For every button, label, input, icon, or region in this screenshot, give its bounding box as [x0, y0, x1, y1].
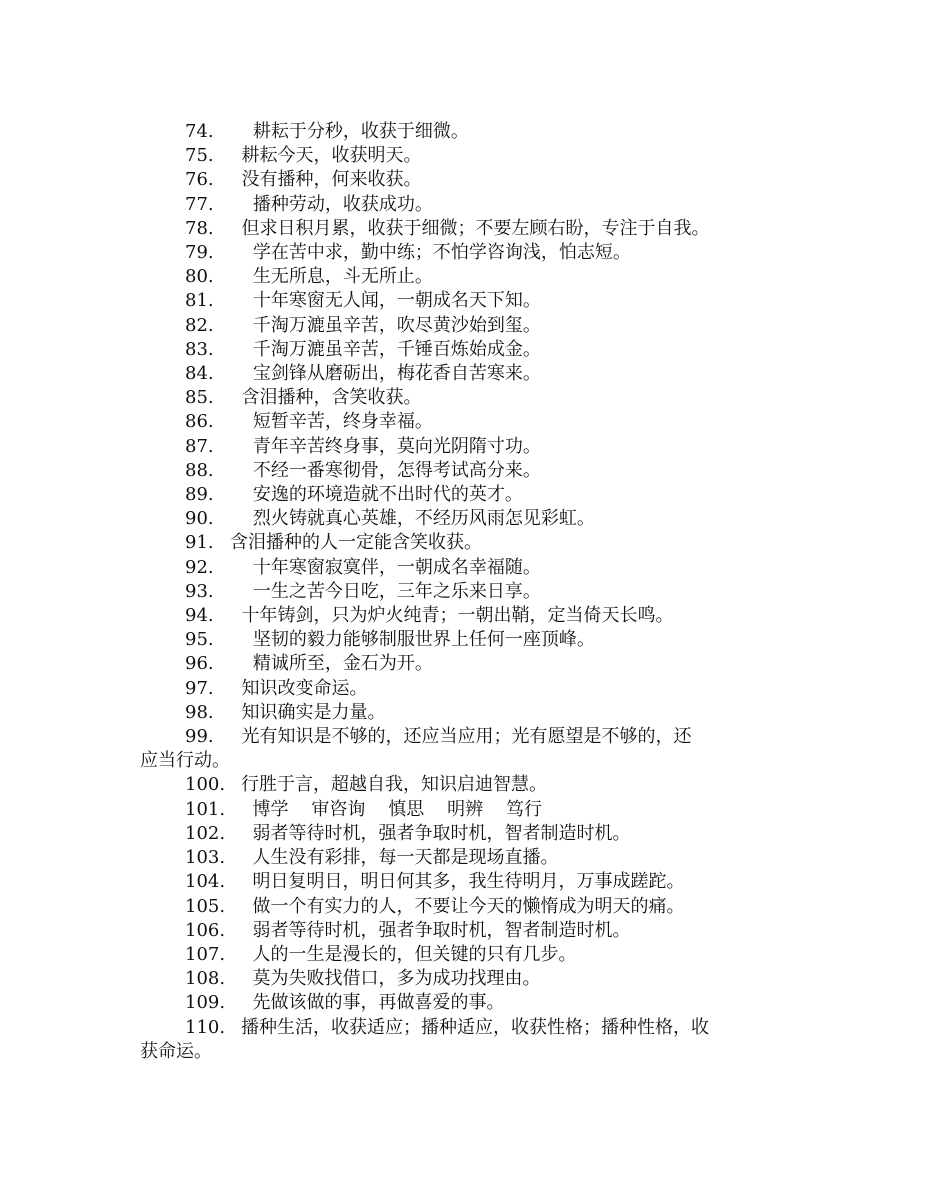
numbered-list: [140, 120, 820, 1064]
list-item: [140, 628, 820, 652]
list-item-number: 103.: [185, 847, 226, 869]
list-item: [140, 459, 820, 483]
list-item-number: 77.: [185, 193, 214, 215]
list-item-text: 博学 审咨询 慎思 明辨 笃行: [241, 798, 542, 820]
list-item-text: 生无所息，斗无所止。: [230, 266, 433, 288]
list-item-number: 97.: [185, 677, 214, 699]
list-item-number: 102.: [185, 822, 226, 844]
list-item: [140, 386, 820, 410]
list-item-text: 短暂辛苦，终身幸福。: [230, 411, 433, 433]
list-item-text: 弱者等待时机，强者争取时机，智者制造时机。: [241, 919, 631, 941]
list-item: [140, 507, 820, 531]
list-item: [140, 701, 820, 725]
list-item: [140, 870, 820, 894]
list-item-number: 81.: [185, 290, 214, 312]
list-item: [140, 314, 820, 338]
list-item-number: 109.: [185, 992, 226, 1014]
list-item-number: 87.: [185, 435, 214, 457]
list-item-text: 十年铸剑，只为炉火纯青；一朝出鞘，定当倚天长鸣。: [230, 605, 674, 627]
list-item-number: 108.: [185, 968, 226, 990]
list-item: [140, 580, 820, 604]
list-item: [140, 241, 820, 265]
list-item: [140, 338, 820, 362]
list-item-number: 92.: [185, 556, 214, 578]
list-item-text: 耕耘今天，收获明天。: [230, 145, 422, 167]
list-item-text: 人的一生是漫长的，但关键的只有几步。: [241, 943, 577, 965]
list-item-text: 播种生活，收获适应；播种适应，收获性格；播种性格，收: [241, 1016, 709, 1038]
list-item-number: 76.: [185, 169, 214, 191]
list-item-number: 110.: [185, 1016, 226, 1038]
list-item: [140, 217, 820, 241]
list-item: [140, 677, 820, 701]
list-item-number: 104.: [185, 871, 226, 893]
list-item: [140, 846, 820, 870]
list-item-number: 100.: [185, 774, 226, 796]
list-item: [140, 1016, 820, 1040]
list-item-text: 精诚所至，金石为开。: [230, 653, 433, 675]
list-item-text: 十年寒窗寂寞伴，一朝成名幸福随。: [230, 556, 541, 578]
list-item-number: 94.: [185, 605, 214, 627]
list-item-text: 坚韧的毅力能够制服世界上任何一座顶峰。: [230, 629, 595, 651]
list-item-text: 做一个有实力的人，不要让今天的懒惰成为明天的痛。: [241, 895, 685, 917]
list-item: [140, 604, 820, 628]
list-item: [140, 410, 820, 434]
list-item-text: 明日复明日，明日何其多，我生待明月，万事成蹉跎。: [241, 871, 685, 893]
list-item-number: 80.: [185, 266, 214, 288]
list-item-text: 莫为失败找借口，多为成功找理由。: [241, 968, 541, 990]
list-item: [140, 773, 820, 797]
list-item-number: 79.: [185, 242, 214, 264]
list-item-text: 耕耘于分秒，收获于细微。: [230, 121, 469, 142]
list-item: [140, 193, 820, 217]
list-item-number: 105.: [185, 895, 226, 917]
list-item: [140, 168, 820, 192]
list-item-number: 84.: [185, 363, 214, 385]
list-item-text: 十年寒窗无人闻，一朝成名天下知。: [230, 290, 541, 312]
list-item: [140, 362, 820, 386]
list-item-text: 没有播种，何来收获。: [230, 169, 422, 191]
list-item: [140, 483, 820, 507]
list-item-number: 93.: [185, 580, 214, 602]
list-item-text: 青年辛苦终身事，莫向光阴隋寸功。: [230, 435, 541, 457]
list-item: [140, 725, 820, 749]
list-item-number: 86.: [185, 411, 214, 433]
list-item: [140, 531, 820, 555]
list-item-number: 90.: [185, 508, 214, 530]
list-item-number: 89.: [185, 484, 214, 506]
list-item-number: 107.: [185, 943, 226, 965]
list-item-number: 85.: [185, 387, 214, 409]
list-item-text: 含泪播种的人一定能含笑收获。: [230, 532, 482, 554]
list-item: [140, 144, 820, 168]
list-item-number: 88.: [185, 459, 214, 481]
list-item-text: 安逸的环境造就不出时代的英才。: [230, 484, 523, 506]
list-item-text: 行胜于言，超越自我，知识启迪智慧。: [241, 774, 547, 796]
list-item: [140, 120, 820, 144]
list-item-number: 95.: [185, 629, 214, 651]
list-item: [140, 435, 820, 459]
list-item: [140, 991, 820, 1015]
list-item-number: 75.: [185, 145, 214, 167]
list-item-number: 98.: [185, 701, 214, 723]
list-item-text: 知识确实是力量。: [230, 701, 386, 723]
list-item-number: 99.: [185, 726, 214, 748]
list-item: [140, 895, 820, 919]
list-item-number: 106.: [185, 919, 226, 941]
list-item: [140, 556, 820, 580]
list-item-number: 83.: [185, 338, 214, 360]
list-item-text: 不经一番寒彻骨，怎得考试高分来。: [230, 459, 541, 481]
list-item-number: 101.: [185, 798, 226, 820]
list-item-continuation: 获命运。: [140, 1040, 212, 1062]
list-item-text: 播种劳动，收获成功。: [230, 193, 433, 215]
list-item-number: 96.: [185, 653, 214, 675]
list-item-text: 烈火铸就真心英雄，不经历风雨怎见彩虹。: [230, 508, 595, 530]
list-item-text: 千淘万漉虽辛苦，千锤百炼始成金。: [230, 338, 541, 360]
list-item: [140, 967, 820, 991]
list-item-text: 但求日积月累，收获于细微；不要左顾右盼，专注于自我。: [230, 217, 710, 239]
list-item: [140, 919, 820, 943]
list-item-text: 知识改变命运。: [230, 677, 368, 699]
list-item: [140, 798, 820, 822]
list-item-text: 含泪播种，含笑收获。: [230, 387, 422, 409]
list-item-text: 千淘万漉虽辛苦，吹尽黄沙始到玺。: [230, 314, 541, 336]
list-item-text: 先做该做的事，再做喜爱的事。: [241, 992, 505, 1014]
list-item-text: 人生没有彩排，每一天都是现场直播。: [241, 847, 559, 869]
list-item-text: 学在苦中求，勤中练；不怕学咨询浅，怕志短。: [230, 242, 631, 264]
list-item-text: 一生之苦今日吃，三年之乐来日享。: [230, 580, 541, 602]
list-item: [140, 822, 820, 846]
list-item-continuation: 应当行动。: [140, 750, 230, 772]
list-item-number: 82.: [185, 314, 214, 336]
list-item: [140, 943, 820, 967]
list-item-number: 78.: [185, 217, 214, 239]
list-item-text: 弱者等待时机，强者争取时机，智者制造时机。: [241, 822, 631, 844]
list-item: [140, 265, 820, 289]
list-item: [140, 289, 820, 313]
list-item-number: 74.: [185, 121, 214, 142]
list-item-number: 91.: [185, 532, 214, 554]
list-item: [140, 652, 820, 676]
list-item-text: 光有知识是不够的，还应当应用；光有愿望是不够的，还: [230, 726, 692, 748]
list-item-text: 宝剑锋从磨砺出，梅花香自苦寒来。: [230, 363, 541, 385]
